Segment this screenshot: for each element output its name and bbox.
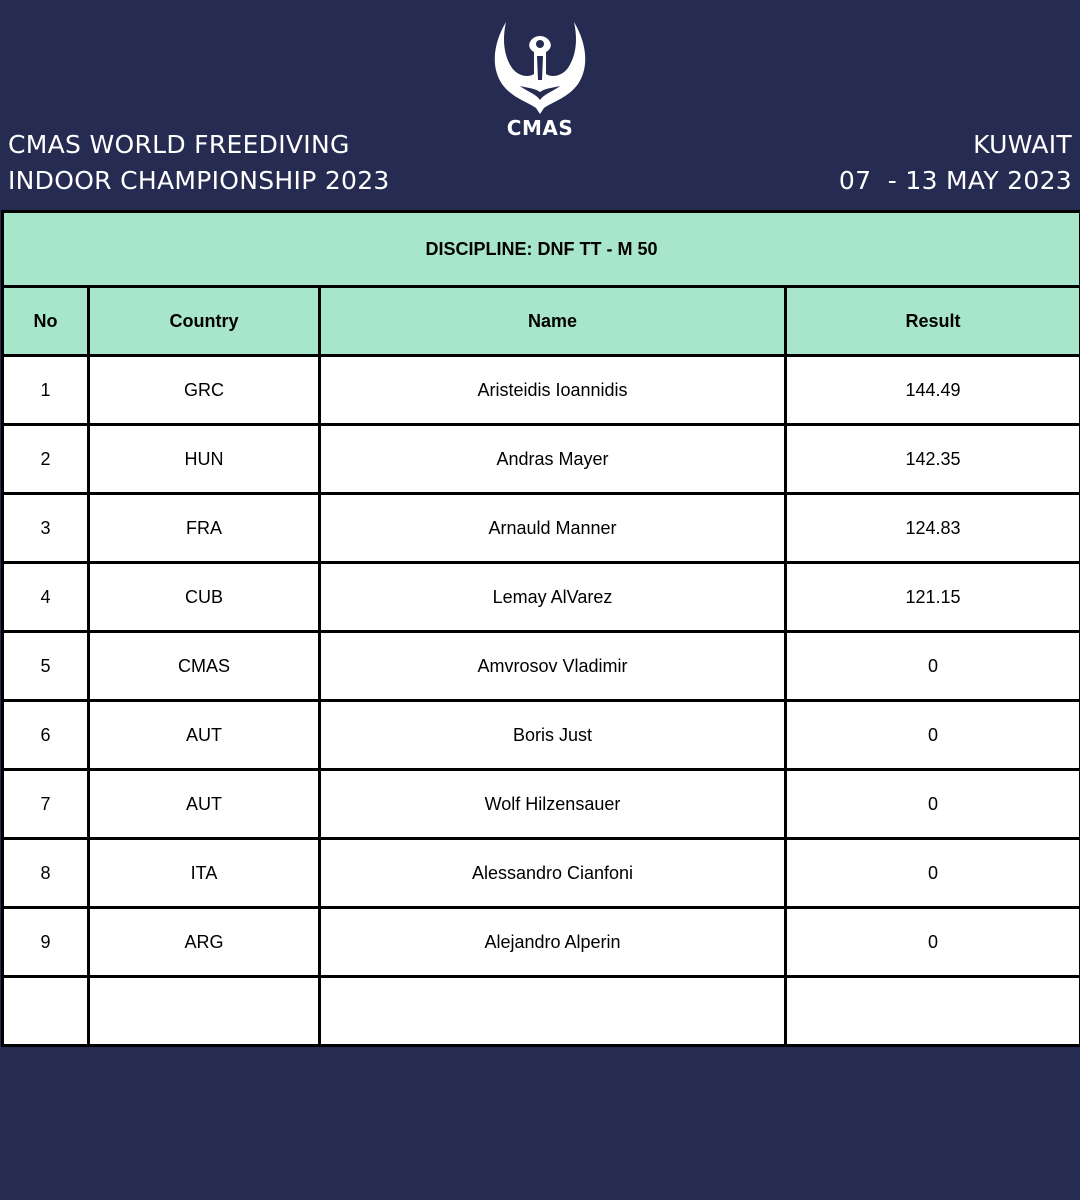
table-row-empty (3, 977, 1080, 1046)
cell-name: Wolf Hilzensauer (320, 770, 786, 839)
discipline-row (3, 212, 1080, 287)
column-header-row (3, 287, 1080, 356)
cell-name: Amvrosov Vladimir (320, 632, 786, 701)
cell-name: Alejandro Alperin (320, 908, 786, 977)
table-row (3, 839, 1080, 908)
cell-no: 9 (3, 908, 89, 977)
cell-no: 7 (3, 770, 89, 839)
cell-no: 1 (3, 356, 89, 425)
event-dates: 07 - 13 MAY 2023 (838, 166, 1072, 195)
cell-country: HUN (89, 425, 320, 494)
cell-result: 0 (786, 908, 1080, 977)
cell-country: ARG (89, 908, 320, 977)
cell-name: Lemay AlVarez (320, 563, 786, 632)
cell-country: AUT (89, 770, 320, 839)
cell-name (320, 977, 786, 1046)
cell-no: 8 (3, 839, 89, 908)
column-header-name: Name (320, 287, 786, 356)
cell-result: 142.35 (786, 425, 1080, 494)
cmas-logo (490, 16, 590, 142)
cell-no: 4 (3, 563, 89, 632)
table-row (3, 908, 1080, 977)
cell-no: 3 (3, 494, 89, 563)
cell-result: 0 (786, 839, 1080, 908)
cell-result: 144.49 (786, 356, 1080, 425)
table-row (3, 356, 1080, 425)
cell-name: Alessandro Cianfoni (320, 839, 786, 908)
table-row (3, 494, 1080, 563)
table-row (3, 632, 1080, 701)
event-location-dates (839, 127, 1072, 199)
cell-name: Arnauld Manner (320, 494, 786, 563)
table-row (3, 425, 1080, 494)
cell-country: ITA (89, 839, 320, 908)
cell-result: 0 (786, 770, 1080, 839)
cmas-logo-text: CMAS (506, 116, 574, 140)
cell-name: Aristeidis Ioannidis (320, 356, 786, 425)
cell-country (89, 977, 320, 1046)
discipline-title: DISCIPLINE: DNF TT - M 50 (3, 212, 1080, 287)
cell-country: GRC (89, 356, 320, 425)
cell-country: CMAS (89, 632, 320, 701)
event-title (8, 127, 390, 199)
cell-result: 0 (786, 701, 1080, 770)
cell-no (3, 977, 89, 1046)
column-header-country: Country (89, 287, 320, 356)
cell-no: 6 (3, 701, 89, 770)
event-title-line-2: INDOOR CHAMPIONSHIP 2023 (8, 166, 390, 195)
cell-result: 121.15 (786, 563, 1080, 632)
cell-result (786, 977, 1080, 1046)
column-header-result: Result (786, 287, 1080, 356)
event-title-line-1: CMAS WORLD FREEDIVING (8, 130, 350, 159)
cell-no: 5 (3, 632, 89, 701)
column-header-no: No (3, 287, 89, 356)
cell-name: Andras Mayer (320, 425, 786, 494)
table-row (3, 701, 1080, 770)
results-table (1, 210, 1080, 1047)
table-row (3, 563, 1080, 632)
cell-name: Boris Just (320, 701, 786, 770)
table-row (3, 770, 1080, 839)
cell-no: 2 (3, 425, 89, 494)
cell-country: CUB (89, 563, 320, 632)
cell-country: AUT (89, 701, 320, 770)
cell-result: 124.83 (786, 494, 1080, 563)
event-location: KUWAIT (973, 130, 1072, 159)
cell-result: 0 (786, 632, 1080, 701)
cmas-trident-icon (490, 16, 590, 116)
cell-country: FRA (89, 494, 320, 563)
